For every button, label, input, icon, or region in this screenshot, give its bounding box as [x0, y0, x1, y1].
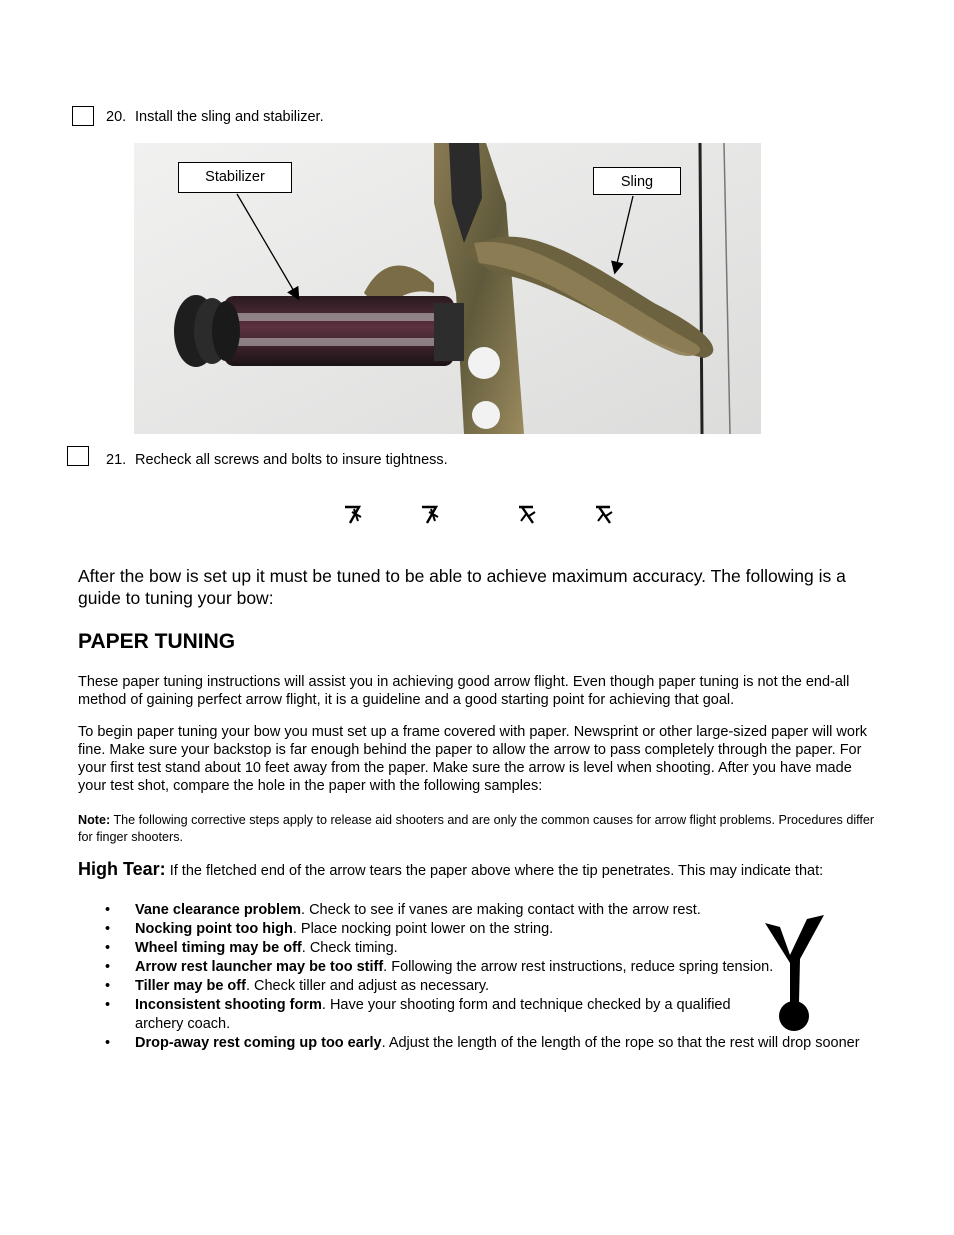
step-21	[106, 451, 448, 469]
cause-title: Inconsistent shooting form	[135, 997, 322, 1013]
step-21-text: Recheck all screws and bolts to insure tightness.	[135, 452, 448, 468]
paper-tuning-paragraph-2: To begin paper tuning your bow you must set up a frame covered with paper. Newsprint or other large-sized paper will work fine. Make sure your backstop is far enough behind the paper to allow the arrow to pass completely through the paper. For your first test stand about 10 feet away from the paper. Make sure the arrow is level when shooting. After you have made your test shot, compare the hole in the paper with the following samples:	[78, 724, 868, 794]
section-divider-ornaments	[0, 503, 954, 533]
list-item	[78, 958, 775, 977]
arrow-fletch-icon	[420, 503, 440, 527]
stabilizer-arrow	[237, 194, 298, 298]
cause-text: . Place nocking point lower on the string.	[292, 921, 554, 937]
cause-title: Nocking point too high	[135, 921, 293, 937]
list-item	[78, 1034, 878, 1053]
paper-tuning-paragraph-1: These paper tuning instructions will assist you in achieving good arrow flight. Even though paper tuning is not the end-all method of gaining perfect arrow flight, it is a guideline and a good starting point for achieving that goal.	[78, 674, 850, 708]
sling-arrow	[615, 196, 633, 272]
tuning-intro: After the bow is set up it must be tuned to be able to achieve maximum accuracy. The following is a guide to tuning your bow:	[78, 566, 846, 608]
cause-text: . Have your shooting form and technique checked by a qualified archery coach.	[135, 997, 731, 1032]
note-text: The following corrective steps apply to release aid shooters and are only the common causes for arrow flight problems. Procedures differ for finger shooters.	[78, 813, 875, 844]
cause-text: . Check to see if vanes are making contact with the arrow rest.	[301, 902, 701, 918]
cause-title: Wheel timing may be off	[135, 940, 302, 956]
step-21-number: 21.	[106, 452, 127, 468]
list-item	[78, 996, 775, 1033]
bullet: •	[105, 902, 111, 918]
sling-callout: Sling	[593, 167, 681, 195]
callout-arrows	[0, 0, 954, 460]
step-21-checkbox[interactable]	[67, 446, 89, 466]
cause-text: . Check timing.	[301, 940, 398, 956]
bullet: •	[105, 921, 111, 937]
cause-title: Tiller may be off	[135, 978, 246, 994]
high-tear-pattern-icon	[762, 915, 826, 1035]
list-item	[78, 977, 775, 996]
high-tear-causes-list	[78, 901, 878, 1053]
list-item	[78, 920, 775, 939]
list-item	[78, 901, 775, 920]
cause-title: Vane clearance problem	[135, 902, 302, 918]
arrow-tip-icon	[517, 503, 537, 527]
note	[78, 812, 878, 846]
bullet: •	[105, 997, 111, 1013]
arrow-tip-icon	[594, 503, 614, 527]
stabilizer-callout: Stabilizer	[178, 162, 292, 193]
arrow-fletch-icon	[343, 503, 363, 527]
cause-title: Drop-away rest coming up too early	[135, 1034, 382, 1051]
high-tear-text: If the fletched end of the arrow tears the paper above where the tip penetrates. This may indicate that:	[165, 863, 824, 879]
step-20-number: 20.	[106, 109, 127, 125]
high-tear-intro	[78, 860, 868, 881]
cause-text: . Check tiller and adjust as necessary.	[245, 978, 490, 994]
bullet: •	[105, 978, 111, 994]
list-item	[78, 939, 775, 958]
bullet: •	[105, 1034, 111, 1051]
cause-text: . Following the arrow rest instructions, reduce spring tension.	[383, 959, 774, 975]
section-title: PAPER TUNING	[78, 630, 236, 653]
high-tear-label: High Tear:	[78, 859, 166, 879]
note-label: Note:	[78, 813, 111, 827]
cause-title: Arrow rest launcher may be too stiff	[135, 959, 384, 975]
step-20-text: Install the sling and stabilizer.	[135, 109, 324, 125]
cause-text: . Adjust the length of the length of the rope so that the rest will drop sooner	[381, 1034, 860, 1051]
bullet: •	[105, 959, 111, 975]
bullet: •	[105, 940, 111, 956]
